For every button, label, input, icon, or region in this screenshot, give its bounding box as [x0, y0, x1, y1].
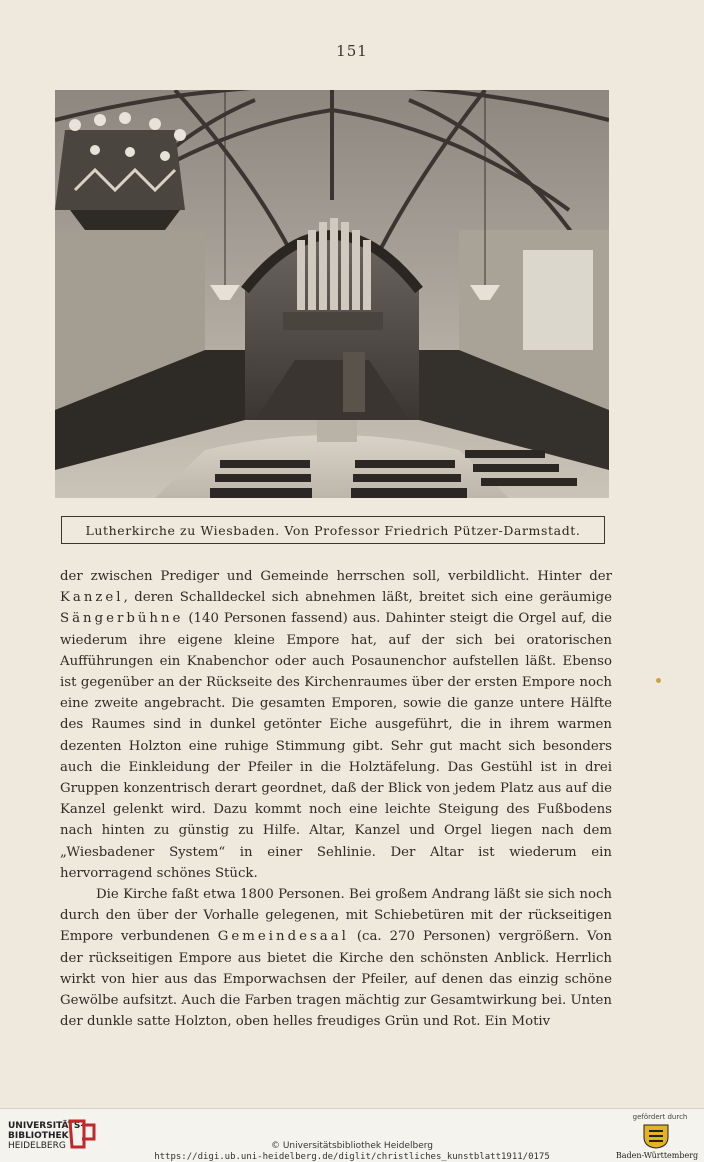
paragraph-1: der zwischen Prediger und Gemeinde herrschen soll, verbildlicht. Hinter der Kanzel, deren Schalldeckel sich abnehmen läßt, breitet sich eine geräumige Sängerbühne (140 Personen fassend) aus. Dahinter steigt die Orgel auf, die wiederum ihre eigene kleine Empore hat, auf der sich bei oratorischen Aufführungen ein Knabenchor oder auch Posaunenchor aufstellen läßt. Ebenso ist gegenüber an der Rückseite des Kirchenraumes über der ersten Empore noch eine zweite angebracht. Die gesamten Emporen, sowie die ganze untere Hälfte des Raumes sind in dunkel getönter Eiche ausgeführt, die in ihrem warmen dezenten Holzton eine ruhige Stimmung gibt. Sehr gut macht sich besonders auch die Einkleidung der Pfeiler in die Holztäfelung. Das Gestühl ist in drei Gruppen konzentrisch derart geordnet, daß der Blick von jedem Platz aus auf die Kanzel gelenkt wird. Dazu kommt noch eine leichte Steigung des Fußbodens nach hinten zu günstig zu Hilfe. Altar, Kanzel und Orgel liegen nach dem „Wiesbadener System“ in einer Sehlinie. Der Altar ist wiederum ein hervorragend schönes Stück.: [60, 569, 612, 881]
footer-bar: [0, 1108, 704, 1162]
paragraph-2: Die Kirche faßt etwa 1800 Personen. Bei großem Andrang läßt sie sich noch durch den über der Vorhalle gelegenen, mit Schiebetüren mit der rückseitigen Empore verbundenen Gemeindesaal (ca. 270 Personen) vergrößern. Von der rückseitigen Empore aus bietet die Kirche den schönsten Anblick. Herrlich wirkt von hier aus das Emporwachsen der Pfeiler, auf denen das einzig schöne Gewölbe aufsitzt. Auch die Farben tragen mächtig zur Gesamtwirkung bei. Unten der dunkle satte Holzton, oben helles freudiges Grün und Rot. Ein Motiv: [60, 887, 613, 1030]
funded-by-label: gefördert durch: [632, 1113, 688, 1121]
margin-mark: [656, 678, 661, 683]
source-url-link[interactable]: https://digi.ub.uni-heidelberg.de/diglit/christliches_kunstblatt1911/0175: [154, 1152, 550, 1162]
church-interior-photo: [55, 90, 609, 498]
article-body: [60, 566, 612, 1032]
state-crest-icon: [641, 1123, 671, 1149]
copyright-text: © Universitätsbibliothek Heidelberg: [270, 1141, 433, 1151]
library-logo-text[interactable]: UNIVERSITÄTS- BIBLIOTHEK HEIDELBERG: [8, 1121, 85, 1151]
figure-caption: Lutherkirche zu Wiesbaden. Von Professor Friedrich Pützer-Darmstadt.: [61, 516, 605, 544]
page-number: 151: [336, 42, 368, 60]
state-label: Baden-Württemberg: [615, 1151, 699, 1160]
